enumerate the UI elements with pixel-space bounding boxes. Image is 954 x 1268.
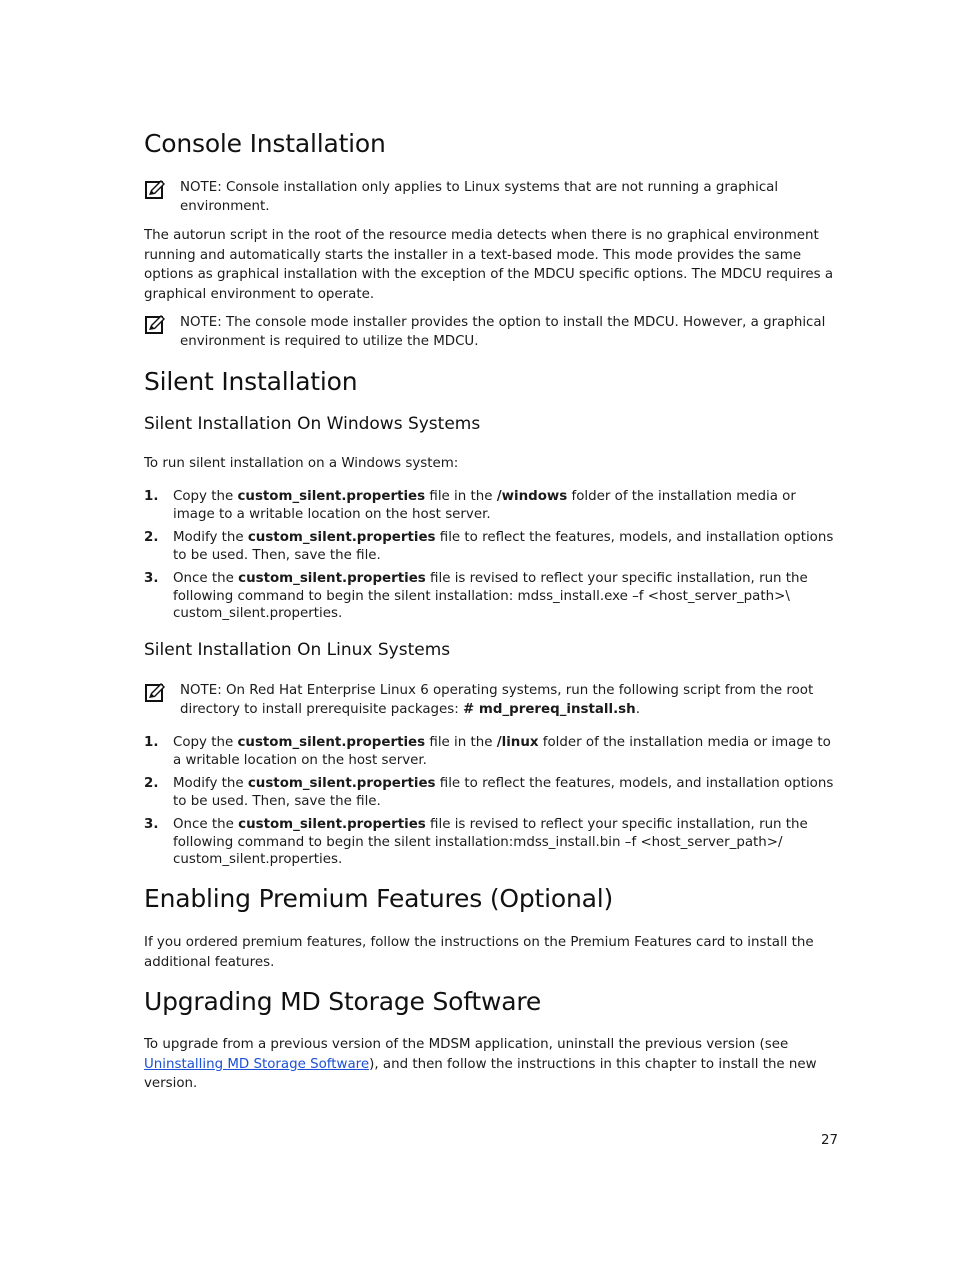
linux-steps-list (144, 734, 840, 869)
list-item: 2. Modify the custom_silent.properties file to reflect the features, models, and installation options to be used. Then, save the file. (144, 776, 834, 809)
note-console-mdcu (144, 313, 840, 351)
page-number: 27 (820, 1133, 838, 1148)
note-text: NOTE: The console mode installer provides the option to install the MDCU. However, a graphical environment is required to utilize the MDCU. (180, 315, 826, 349)
paragraph-premium: If you ordered premium features, follow the instructions on the Premium Features card to install the additional features. (144, 935, 814, 970)
list-item: 3. Once the custom_silent.properties file is revised to reflect your specific installation, run the following command to begin the silent installation:mdss_install.bin –f <host_server_path>/ custom_silent.properties. (144, 817, 808, 867)
note-rhel-prereq (144, 681, 840, 719)
heading-silent-installation: Silent Installation (144, 367, 358, 396)
pencil-note-icon (144, 313, 166, 335)
paragraph-windows-intro: To run silent installation on a Windows system: (144, 456, 459, 471)
note-console-linux (144, 178, 840, 216)
heading-upgrading-md-storage: Upgrading MD Storage Software (144, 987, 542, 1016)
list-item: 1. Copy the custom_silent.properties file in the /windows folder of the installation media or image to a writable location on the host server. (144, 489, 796, 522)
command-text: mdss_install.bin –f <host_server_path>/ custom_silent.properties (173, 834, 783, 867)
paragraph-upgrade: To upgrade from a previous version of the MDSM application, uninstall the previous version (see Uninstalling MD Storage Software), and then follow the instructions in this chapter to install the new version. (144, 1037, 817, 1091)
heading-premium-features: Enabling Premium Features (Optional) (144, 884, 614, 913)
paragraph-autorun: The autorun script in the root of the resource media detects when there is no graphical environment running and automatically starts the installer in a text-based mode. This mode provides the same options as graphical installation with the exception of the MDCU specific options. The MDCU requires a graphical environment to operate. (144, 228, 834, 302)
list-item: 2. Modify the custom_silent.properties file to reflect the features, models, and installation options to be used. Then, save the file. (144, 530, 834, 563)
pencil-note-icon (144, 681, 166, 703)
pencil-note-icon (144, 178, 166, 200)
heading-silent-windows: Silent Installation On Windows Systems (144, 414, 481, 434)
link-uninstalling-md-storage[interactable]: Uninstalling MD Storage Software (144, 1056, 370, 1072)
command-text: mdss_install.exe –f <host_server_path>\ custom_silent.properties (173, 588, 790, 621)
list-item: 3. Once the custom_silent.properties file is revised to reflect your specific installation, run the following command to begin the silent installation: mdss_install.exe –f <host_server_path>\ custom_silent.properties. (144, 571, 808, 621)
note-text: NOTE: Console installation only applies to Linux systems that are not running a graphical environment. (180, 180, 779, 214)
windows-steps-list (144, 488, 840, 623)
list-item: 1. Copy the custom_silent.properties file in the /linux folder of the installation media or image to a writable location on the host server. (144, 735, 831, 768)
note-text: NOTE: On Red Hat Enterprise Linux 6 operating systems, run the following script from the root directory to install prerequisite packages: # md_prereq_install.sh. (180, 683, 814, 717)
heading-silent-linux: Silent Installation On Linux Systems (144, 640, 451, 660)
heading-console-installation: Console Installation (144, 129, 386, 158)
